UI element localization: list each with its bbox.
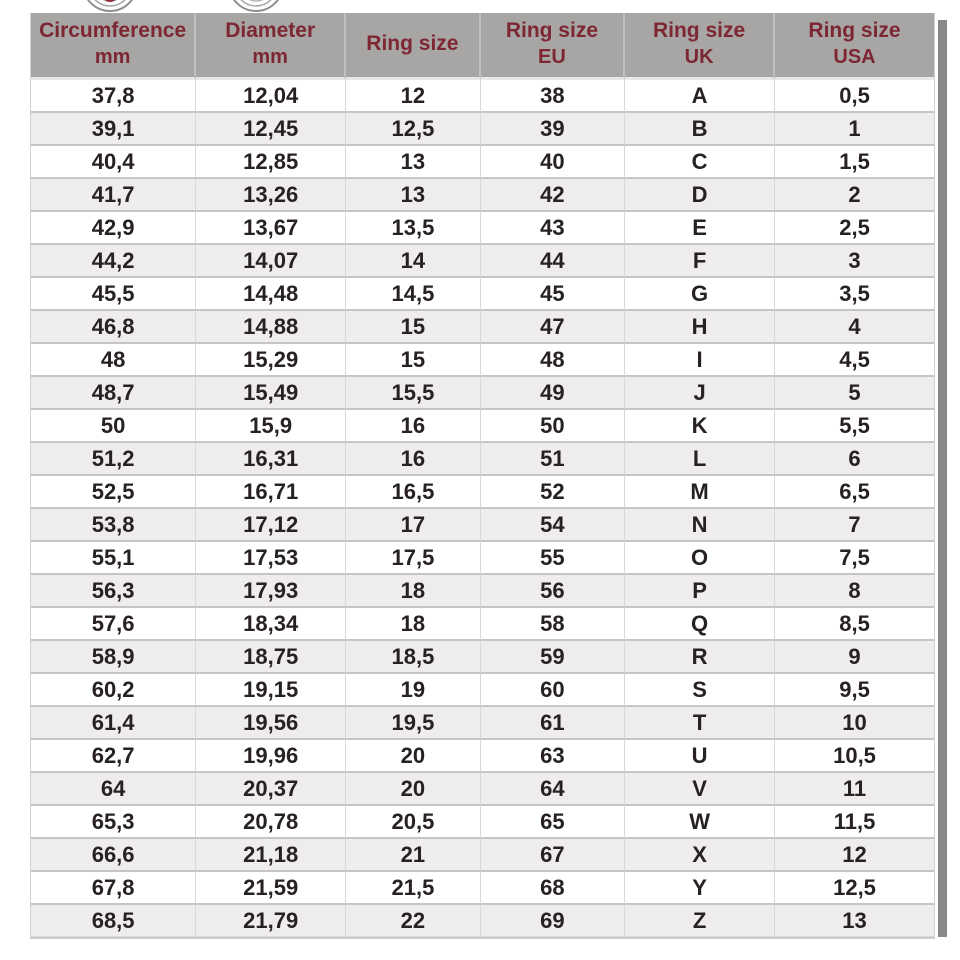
table-row	[31, 509, 934, 542]
table-cell: 14,5	[346, 278, 481, 311]
table-row	[31, 344, 934, 377]
table-cell: 20	[346, 773, 481, 806]
table-cell: 63	[481, 740, 625, 773]
table-row	[31, 179, 934, 212]
table-row	[31, 278, 934, 311]
table-cell: 12,45	[196, 113, 346, 146]
table-cell: 69	[481, 905, 625, 937]
table-cell: 18,75	[196, 641, 346, 674]
table-cell: 50	[481, 410, 625, 443]
header-title: Diameter	[225, 19, 316, 43]
table-cell: W	[625, 806, 775, 839]
header-diameter	[196, 13, 346, 80]
table-cell: 68,5	[31, 905, 196, 937]
table-cell: 48	[481, 344, 625, 377]
table-cell: 6	[775, 443, 934, 476]
table-cell: 58,9	[31, 641, 196, 674]
table-cell: 11	[775, 773, 934, 806]
header-title: Ring size	[505, 19, 598, 43]
table-cell: 40,4	[31, 146, 196, 179]
table-cell: 20	[346, 740, 481, 773]
table-cell: 18	[346, 608, 481, 641]
table-cell: 14,07	[196, 245, 346, 278]
table-cell: 19,96	[196, 740, 346, 773]
table-cell: 51,2	[31, 443, 196, 476]
table-cell: 4	[775, 311, 934, 344]
table-cell: 44,2	[31, 245, 196, 278]
table-cell: 1	[775, 113, 934, 146]
table-cell: 9,5	[775, 674, 934, 707]
table-cell: 18,5	[346, 641, 481, 674]
table-cell: D	[625, 179, 775, 212]
table-cell: O	[625, 542, 775, 575]
table-cell: A	[625, 80, 775, 113]
header-ring-size-usa	[775, 13, 934, 80]
table-cell: 20,78	[196, 806, 346, 839]
table-cell: 14,88	[196, 311, 346, 344]
table-cell: 3	[775, 245, 934, 278]
table-cell: 21,5	[346, 872, 481, 905]
table-cell: Z	[625, 905, 775, 937]
table-cell: 8,5	[775, 608, 934, 641]
table-cell: 14,48	[196, 278, 346, 311]
table-cell: 13,26	[196, 179, 346, 212]
table-cell: 40	[481, 146, 625, 179]
table-cell: 42,9	[31, 212, 196, 245]
header-ring-size-eu	[481, 13, 625, 80]
table-cell: 13	[775, 905, 934, 937]
header-title: Ring size	[808, 19, 901, 43]
table-cell: 39,1	[31, 113, 196, 146]
ring-photo-icon	[226, 0, 286, 13]
table-row	[31, 806, 934, 839]
table-cell: Y	[625, 872, 775, 905]
table-cell: 56	[481, 575, 625, 608]
header-subtitle: EU	[538, 45, 566, 68]
table-cell: 52,5	[31, 476, 196, 509]
table-cell: 68	[481, 872, 625, 905]
table-cell: 20,37	[196, 773, 346, 806]
table-cell: R	[625, 641, 775, 674]
header-ring-size-uk	[625, 13, 775, 80]
table-cell: 2	[775, 179, 934, 212]
table-row	[31, 113, 934, 146]
header-title: Ring size	[366, 31, 459, 55]
table-row	[31, 773, 934, 806]
table-cell: 18,34	[196, 608, 346, 641]
table-cell: 2,5	[775, 212, 934, 245]
table-cell: 37,8	[31, 80, 196, 113]
table-cell: 65,3	[31, 806, 196, 839]
table-cell: 21,59	[196, 872, 346, 905]
table-row	[31, 575, 934, 608]
table-cell: 4,5	[775, 344, 934, 377]
table-cell: 66,6	[31, 839, 196, 872]
table-cell: 6,5	[775, 476, 934, 509]
table-cell: F	[625, 245, 775, 278]
table-cell: M	[625, 476, 775, 509]
table-cell: X	[625, 839, 775, 872]
table-cell: 67,8	[31, 872, 196, 905]
table-cell: 15	[346, 311, 481, 344]
table-cell: 59	[481, 641, 625, 674]
table-cell: N	[625, 509, 775, 542]
table-cell: 17,93	[196, 575, 346, 608]
header-subtitle: mm	[94, 45, 131, 68]
table-cell: 18	[346, 575, 481, 608]
table-cell: 17,12	[196, 509, 346, 542]
table-cell: 7	[775, 509, 934, 542]
table-row	[31, 839, 934, 872]
table-cell: 44	[481, 245, 625, 278]
table-cell: 49	[481, 377, 625, 410]
table-cell: T	[625, 707, 775, 740]
table-body	[31, 80, 934, 937]
table-cell: 13,67	[196, 212, 346, 245]
table-cell: 45	[481, 278, 625, 311]
table-cell: Q	[625, 608, 775, 641]
table-cell: 12,5	[346, 113, 481, 146]
table-cell: 19,56	[196, 707, 346, 740]
table-row	[31, 443, 934, 476]
table-cell: 16,71	[196, 476, 346, 509]
table-cell: S	[625, 674, 775, 707]
table-cell: 17	[346, 509, 481, 542]
table-cell: 19,5	[346, 707, 481, 740]
table-row	[31, 740, 934, 773]
table-cell: 57,6	[31, 608, 196, 641]
table-cell: 15,49	[196, 377, 346, 410]
table-cell: E	[625, 212, 775, 245]
header-ring-size	[346, 13, 481, 80]
table-drop-shadow	[938, 20, 947, 937]
table-cell: 20,5	[346, 806, 481, 839]
table-cell: 16	[346, 443, 481, 476]
table-cell: H	[625, 311, 775, 344]
table-row	[31, 905, 934, 937]
table-cell: 46,8	[31, 311, 196, 344]
table-cell: 55	[481, 542, 625, 575]
table-cell: G	[625, 278, 775, 311]
table-row	[31, 212, 934, 245]
table-cell: 12	[775, 839, 934, 872]
table-cell: 10	[775, 707, 934, 740]
table-cell: 39	[481, 113, 625, 146]
table-cell: K	[625, 410, 775, 443]
table-row	[31, 542, 934, 575]
table-cell: 14	[346, 245, 481, 278]
table-cell: 8	[775, 575, 934, 608]
header-subtitle: mm	[252, 45, 288, 68]
table-cell: 5,5	[775, 410, 934, 443]
table-cell: 1,5	[775, 146, 934, 179]
table-cell: 9	[775, 641, 934, 674]
ring-size-table	[30, 13, 935, 939]
table-cell: 47	[481, 311, 625, 344]
table-cell: 11,5	[775, 806, 934, 839]
table-cell: 16,5	[346, 476, 481, 509]
table-cell: 15,9	[196, 410, 346, 443]
table-cell: 19	[346, 674, 481, 707]
table-cell: L	[625, 443, 775, 476]
table-cell: 15,5	[346, 377, 481, 410]
table-cell: 53,8	[31, 509, 196, 542]
table-row	[31, 377, 934, 410]
table-cell: 48,7	[31, 377, 196, 410]
table-cell: 61,4	[31, 707, 196, 740]
table-cell: 16	[346, 410, 481, 443]
table-cell: 64	[31, 773, 196, 806]
table-cell: 17,53	[196, 542, 346, 575]
header-title: Circumference	[39, 19, 187, 43]
table-row	[31, 410, 934, 443]
table-cell: 60,2	[31, 674, 196, 707]
header-subtitle: UK	[684, 45, 714, 68]
table-cell: 19,15	[196, 674, 346, 707]
table-cell: 13	[346, 179, 481, 212]
ring-photo-icon	[80, 0, 140, 13]
table-cell: 67	[481, 839, 625, 872]
table-row	[31, 80, 934, 113]
table-cell: 0,5	[775, 80, 934, 113]
table-cell: 12,5	[775, 872, 934, 905]
table-row	[31, 872, 934, 905]
table-cell: 17,5	[346, 542, 481, 575]
table-cell: 48	[31, 344, 196, 377]
table-row	[31, 674, 934, 707]
table-cell: 64	[481, 773, 625, 806]
table-cell: 13,5	[346, 212, 481, 245]
table-cell: 10,5	[775, 740, 934, 773]
table-row	[31, 707, 934, 740]
table-cell: 7,5	[775, 542, 934, 575]
table-cell: 61	[481, 707, 625, 740]
table-row	[31, 476, 934, 509]
table-cell: 12,85	[196, 146, 346, 179]
table-cell: 54	[481, 509, 625, 542]
table-cell: 60	[481, 674, 625, 707]
table-cell: U	[625, 740, 775, 773]
table-cell: 21	[346, 839, 481, 872]
table-cell: P	[625, 575, 775, 608]
table-cell: 12,04	[196, 80, 346, 113]
table-cell: 13	[346, 146, 481, 179]
table-cell: 52	[481, 476, 625, 509]
table-cell: 62,7	[31, 740, 196, 773]
table-row	[31, 641, 934, 674]
table-cell: 43	[481, 212, 625, 245]
table-cell: 58	[481, 608, 625, 641]
table-cell: V	[625, 773, 775, 806]
table-cell: 3,5	[775, 278, 934, 311]
table-cell: 21,18	[196, 839, 346, 872]
header-subtitle: USA	[833, 45, 876, 68]
table-cell: 42	[481, 179, 625, 212]
table-cell: 12	[346, 80, 481, 113]
table-row	[31, 608, 934, 641]
table-header	[31, 13, 934, 80]
table-cell: 15	[346, 344, 481, 377]
table-cell: B	[625, 113, 775, 146]
table-cell: 50	[31, 410, 196, 443]
table-cell: 51	[481, 443, 625, 476]
table-cell: 45,5	[31, 278, 196, 311]
header-title: Ring size	[652, 19, 746, 43]
table-cell: 38	[481, 80, 625, 113]
table-cell: J	[625, 377, 775, 410]
table-row	[31, 146, 934, 179]
table-cell: 41,7	[31, 179, 196, 212]
table-row	[31, 245, 934, 278]
table-cell: 15,29	[196, 344, 346, 377]
table-cell: 21,79	[196, 905, 346, 937]
table-cell: 5	[775, 377, 934, 410]
table-cell: I	[625, 344, 775, 377]
table-row	[31, 311, 934, 344]
table-cell: C	[625, 146, 775, 179]
table-cell: 16,31	[196, 443, 346, 476]
header-circumference	[31, 13, 196, 80]
table-cell: 55,1	[31, 542, 196, 575]
table-cell: 56,3	[31, 575, 196, 608]
table-cell: 22	[346, 905, 481, 937]
table-cell: 65	[481, 806, 625, 839]
